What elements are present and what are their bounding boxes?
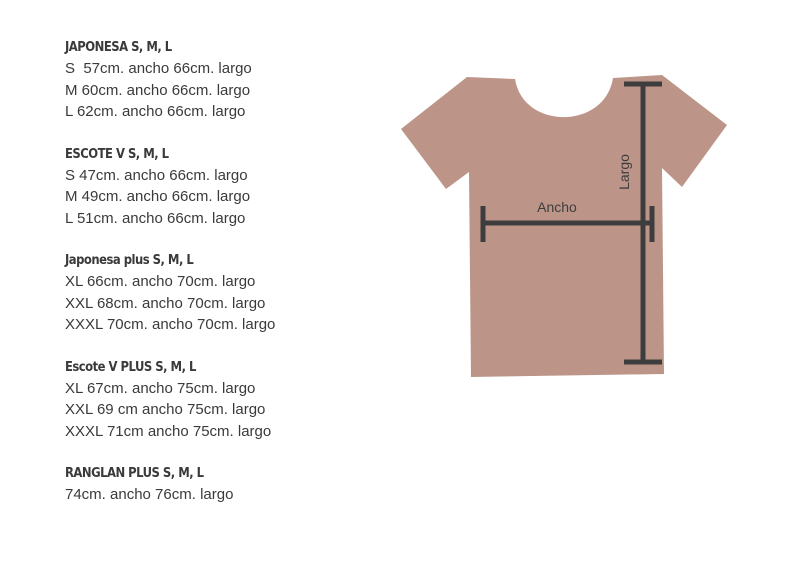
group-title: JAPONESA S, M, L (65, 39, 172, 55)
group-title: Japonesa plus S, M, L (65, 252, 194, 268)
size-line: S 57cm. ancho 66cm. largo (65, 60, 252, 77)
size-line: L 62cm. ancho 66cm. largo (65, 103, 246, 120)
size-line: XXL 69 cm ancho 75cm. largo (65, 401, 266, 418)
length-label: Largo (616, 154, 632, 190)
size-line: XL 67cm. ancho 75cm. largo (65, 379, 256, 397)
group-title: RANGLAN PLUS S, M, L (65, 465, 204, 481)
width-label: Ancho (537, 199, 577, 215)
size-line: 74cm. ancho 76cm. largo (65, 486, 234, 503)
size-line: XXXL 70cm. ancho 70cm. largo (65, 316, 276, 333)
size-line: L 51cm. ancho 66cm. largo (65, 209, 246, 227)
size-line: XL 66cm. ancho 70cm. largo (65, 273, 256, 290)
size-line: XXL 68cm. ancho 70cm. largo (65, 294, 266, 312)
size-line: M 49cm. ancho 66cm. largo (65, 188, 251, 205)
group-title: ESCOTE V S, M, L (65, 145, 169, 162)
size-line: M 60cm. ancho 66cm. largo (65, 81, 251, 99)
group-title: Escote V PLUS S, M, L (65, 358, 196, 375)
size-line: S 47cm. ancho 66cm. largo (65, 166, 248, 184)
tshirt-shape (401, 75, 727, 377)
size-line: XXXL 71cm ancho 75cm. largo (65, 422, 272, 440)
